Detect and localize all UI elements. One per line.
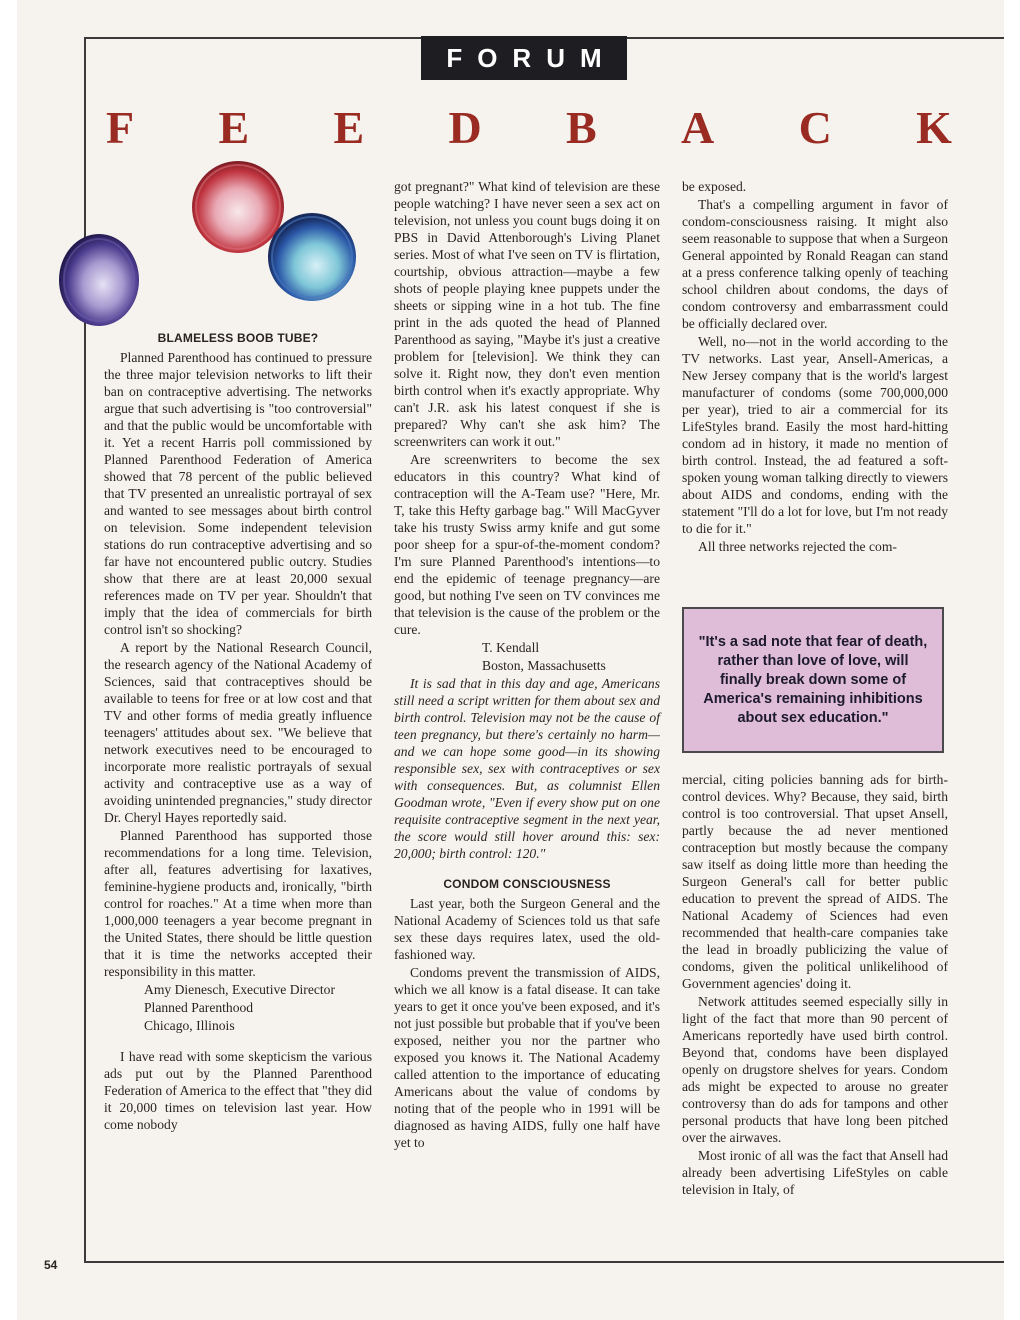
pull-quote (682, 607, 944, 753)
body-paragraph: mercial, citing policies banning ads for birth-control devices. Why? Because, they said, birth control is too controversial. That upset Ansell, partly because the ad never mentioned contraception but mostly because the company saw itself as doing little more than heeding the Surgeon General's call for better public education to prevent the spread of AIDS. The National Academy of Sciences had even recommended that health-care companies take the lead in broadly publicizing the value of condoms, given the political unlikelihood of Government agencies' doing it. (682, 772, 948, 991)
signature-name: Amy Dienesch, Executive Director (144, 982, 335, 997)
red-condom-illustration (192, 161, 284, 253)
page-number: 54 (44, 1258, 58, 1272)
signature-city: Chicago, Illinois (144, 1018, 235, 1033)
column-3-bottom (682, 771, 948, 1198)
section-label-box (421, 36, 627, 80)
column-1 (104, 330, 372, 1133)
body-paragraph: Planned Parenthood has continued to pressure the three major television networks to lift their ban on contraceptive advertising. The networks argue that such advertising is "too controversial" and that the public would be uncomfortable with it. Yet a recent Harris poll commissioned by Planned Parenthood Federation of America showed that 78 percent of the public believed that TV presented an unrealistic portrayal of sex and wanted to see messages about birth control on television. Some independent television stations do run contraceptive advertising and so far have not encountered public outcry. Studies show that there are at least 20,000 sexual references made on TV per year. Shouldn't that imply that the idea of commercials for birth control isn't so shocking? (104, 350, 372, 637)
title-letter: K (916, 102, 952, 153)
section-label: FORUM (446, 42, 617, 73)
body-paragraph: That's a compelling argument in favor of condom-consciousness raising. It might also seem reasonable to suppose that when a Surgeon General appointed by Ronald Reagan can stand at a press conference talking openly of teaching school children about condoms, the days of condom controversy and embarrassment could be officially declared over. (682, 197, 948, 331)
body-paragraph: Planned Parenthood has supported those recommendations for a long time. Television, after all, features advertising for laxatives, feminine-hygiene products and, ironically, "birth control for roaches." At a time when more than 1,000,000 teenagers a year become pregnant in the United States, there should be little question that it is time the networks accepted their responsibility in this matter. (104, 828, 372, 979)
signature-city: Boston, Massachusetts (482, 658, 606, 673)
body-paragraph: Last year, both the Surgeon General and the National Academy of Sciences told us that safe sex these days requires latex, used the old-fashioned way. (394, 896, 660, 962)
article-heading: CONDOM CONSCIOUSNESS (443, 877, 611, 891)
body-paragraph: be exposed. (682, 179, 747, 194)
title-letter: B (566, 102, 597, 153)
body-paragraph: Network attitudes seemed especially silly in light of the fact that more than 90 percent of Americans reportedly have used birth control. Beyond that, condoms have been displayed openly on drugstore shelves for years. Condom ads might be expected to arouse no greater controversy than do ads for tampons and other personal products that have long been pitched over the airwaves. (682, 994, 948, 1145)
body-paragraph: Most ironic of all was the fact that Ansell had already been advertising LifeStyles on cable television in Italy, of (682, 1148, 948, 1197)
page-title (106, 98, 952, 158)
title-letter: E (218, 102, 250, 153)
title-letter: C (798, 102, 832, 153)
title-letter: A (681, 102, 715, 153)
signature-name: T. Kendall (482, 640, 540, 655)
body-paragraph: got pregnant?" What kind of television are these people watching? I have never seen a sex act on television, not unless you count bugs doing it on PBS in David Attenborough's Living Planet series. Most of what I've seen on TV is flirtation, courtship, obvious attraction—maybe a few shots of people playing knee puppets under the sheets or sipping wine in a hot tub. The fine print in the ads quoted the head of Planned Parenthood as saying, "Maybe it's just a creative problem for [television]. We think they can solve it. Right now, they don't even mention birth control when it's exactly appropriate. Why can't J.R. ask his latest conquest if she is prepared? Why can't she ask him? The screenwriters can work it out." (394, 179, 660, 449)
body-paragraph: I have read with some skepticism the various ads put out by the Planned Parenthood Federation of America to the effect that "they did it 20,000 times on television last year. How come nobody (104, 1049, 372, 1132)
article-heading: BLAMELESS BOOB TUBE? (157, 331, 319, 345)
column-2 (394, 178, 660, 1151)
body-paragraph: Condoms prevent the transmission of AIDS, which we all know is a fatal disease. It can take years to get it once you've been exposed, and it's not just possible but probable that if you've been exposed, neither you nor the partner who exposed you knows it. The National Academy called attention to the importance of educating Americans about the value of condoms by noting that of the people who in 1991 will be diagnosed as having AIDS, fully one half have yet to (394, 965, 660, 1150)
title-letter: E (333, 102, 365, 153)
title-letter: D (448, 102, 482, 153)
purple-condom-illustration (54, 230, 144, 330)
condom-illustration (180, 155, 360, 335)
body-paragraph: All three networks rejected the com- (698, 539, 897, 554)
body-paragraph: Well, no—not in the world according to the TV networks. Last year, Ansell-Americas, a New Jersey company that is the world's largest manufacturer of condoms (some 700,000,000 per year), tried to air a commercial for its LifeStyles brand. Easily the most hard-hitting condom ad in history, it made no mention of birth control. Instead, the ad featured a soft-spoken young woman talking directly to viewers about AIDS and condoms, ending with the statement "I'll do a lot for love, but I'm not ready to die for it." (682, 334, 948, 536)
signature-organization: Planned Parenthood (144, 1000, 254, 1015)
body-paragraph: Are screenwriters to become the sex educators in this country? What kind of contraception will the A-Team use? "Here, Mr. T, take this Hefty garbage bag." Will MacGyver take his trusty Swiss army knife and gut some poor sheep for a spur-of-the-moment condom? I'm sure Planned Parenthood's intentions—to end the epidemic of teenage pregnancy—are good, but nothing I've seen on TV convinces me that television is the cause of the problem or the cure. (394, 452, 660, 637)
column-3-top (682, 178, 948, 555)
editor-reply: It is sad that in this day and age, Americans still need a script written for them about sex and birth control. Television may not be the cause of teen pregnancy, but there's certainly no harm—and we can hope some good—in its showing responsible sex, sex with contraceptives or sex with consequences. But, as columnist Ellen Goodman wrote, "Even if every show put on one requisite contraceptive segment in the next year, the score would still hover around this: sex: 20,000; birth control: 120." (394, 676, 660, 861)
title-letter: F (106, 102, 135, 153)
body-paragraph: A report by the National Research Council, the research agency of the National Academy of Sciences, said that contraceptives should be available to teens for free or at low cost and that TV and other forms of media greatly influence teenagers' attitudes about sex. "We believe that network executives need to be encouraged to incorporate more realistic portrayals of sexual activity and contraceptive use as a way of avoiding unintended pregnancies," study director Dr. Cheryl Hayes reportedly said. (104, 640, 372, 825)
frame-rule-bottom (84, 1261, 1004, 1263)
pull-quote-text: "It's a sad note that fear of death, rather than love of love, will finally break down some of America's remaining inhibitions about sex education." (698, 633, 928, 726)
blue-condom-illustration (268, 213, 356, 301)
frame-rule-left (84, 37, 86, 1262)
